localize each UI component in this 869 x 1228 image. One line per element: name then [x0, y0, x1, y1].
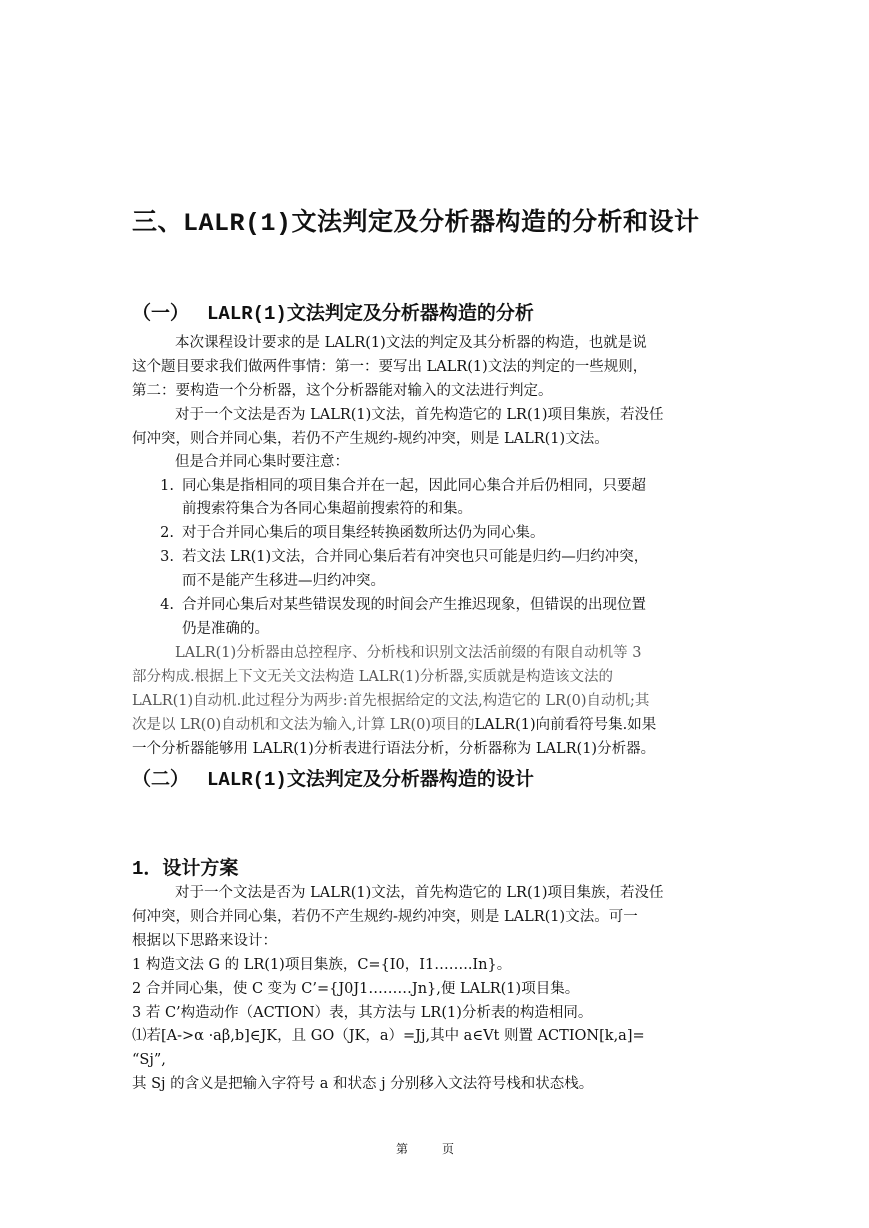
paragraph-line: 何冲突，则合并同心集，若仍不产生规约-规约冲突，则是 LALR(1)文法。可一 — [132, 909, 638, 925]
list-item: 3. 若文法 LR(1)文法，合并同心集后若有冲突也只可能是归约—归约冲突， — [160, 549, 649, 565]
footer-page-label-left: 第 — [396, 1142, 409, 1156]
list-item-continuation: 仍是准确的。 — [182, 621, 269, 637]
step-line: “Sj”, — [132, 1052, 166, 1068]
footer-page-label-right: 页 — [442, 1142, 455, 1156]
step-line: 1 构造文法 G 的 LR(1)项目集族，C={I0，I1……..In}。 — [132, 957, 512, 973]
subsection-heading: 1．设计方案 — [132, 857, 239, 880]
step-line: 2 合并同心集，使 C 变为 C’={J0J1………Jn},便 LALR(1)项目集。 — [132, 981, 580, 997]
paragraph-line: 部分构成.根据上下文无关文法构造 LALR(1)分析器,实质就是构造该文法的 — [132, 669, 614, 685]
paragraph-line: 对于一个文法是否为 LALR(1)文法，首先构造它的 LR(1)项目集族，若没任 — [175, 885, 664, 901]
list-item-continuation: 前搜索符集合为各同心集超前搜索符的和集。 — [182, 501, 472, 517]
section-heading-1: （一） LALR(1)文法判定及分析器构造的分析 — [132, 302, 534, 325]
list-item-continuation: 而不是能产生移进—归约冲突。 — [182, 573, 385, 589]
list-item: 1. 同心集是指相同的项目集合并在一起，因此同心集合并后仍相同，只要超 — [160, 478, 646, 494]
step-line: 其 Sj 的含义是把输入字符号 a 和状态 j 分别移入文法符号栈和状态栈。 — [132, 1076, 594, 1092]
section-heading-2: （二） LALR(1)文法判定及分析器构造的设计 — [132, 768, 534, 791]
paragraph-line: 对于一个文法是否为 LALR(1)文法，首先构造它的 LR(1)项目集族，若没任 — [175, 407, 664, 423]
paragraph-line: 第二：要构造一个分析器，这个分析器能对输入的文法进行判定。 — [132, 383, 553, 399]
paragraph-line: 根据以下思路来设计： — [132, 933, 277, 949]
paragraph-line: 但是合并同心集时要注意： — [175, 454, 349, 470]
page-title: 三、LALR(1)文法判定及分析器构造的分析和设计 — [132, 207, 700, 238]
paragraph-line: 次是以 LR(0)自动机和文法为输入,计算 LR(0)项目的LALR(1)向前看符号集.如果 — [132, 717, 657, 733]
paragraph-line: 一个分析器能够用 LALR(1)分析表进行语法分析，分析器称为 LALR(1)分析器。 — [132, 741, 656, 757]
paragraph-line: 何冲突，则合并同心集，若仍不产生规约-规约冲突，则是 LALR(1)文法。 — [132, 431, 609, 447]
step-line: ⑴若[A->α ·aβ,b]∈JK，且 GO（JK，a）=Jj,其中 a∈Vt 则置 ACTION[k,a]= — [132, 1028, 645, 1044]
paragraph-line: 本次课程设计要求的是 LALR(1)文法的判定及其分析器的构造，也就是说 — [175, 335, 647, 351]
list-item: 2. 对于合并同心集后的项目集经转换函数所达仍为同心集。 — [160, 525, 545, 541]
paragraph-line: 这个题目要求我们做两件事情：第一：要写出 LALR(1)文法的判定的一些规则， — [132, 359, 648, 375]
paragraph-line: LALR(1)自动机.此过程分为两步:首先根据给定的文法,构造它的 LR(0)自动机;其 — [132, 693, 650, 709]
list-item: 4. 合并同心集后对某些错误发现的时间会产生推迟现象，但错误的出现位置 — [160, 597, 646, 613]
step-line: 3 若 C’构造动作（ACTION）表，其方法与 LR(1)分析表的构造相同。 — [132, 1005, 593, 1021]
paragraph-line: LALR(1)分析器由总控程序、分析栈和识别文法活前缀的有限自动机等 3 — [175, 645, 642, 661]
